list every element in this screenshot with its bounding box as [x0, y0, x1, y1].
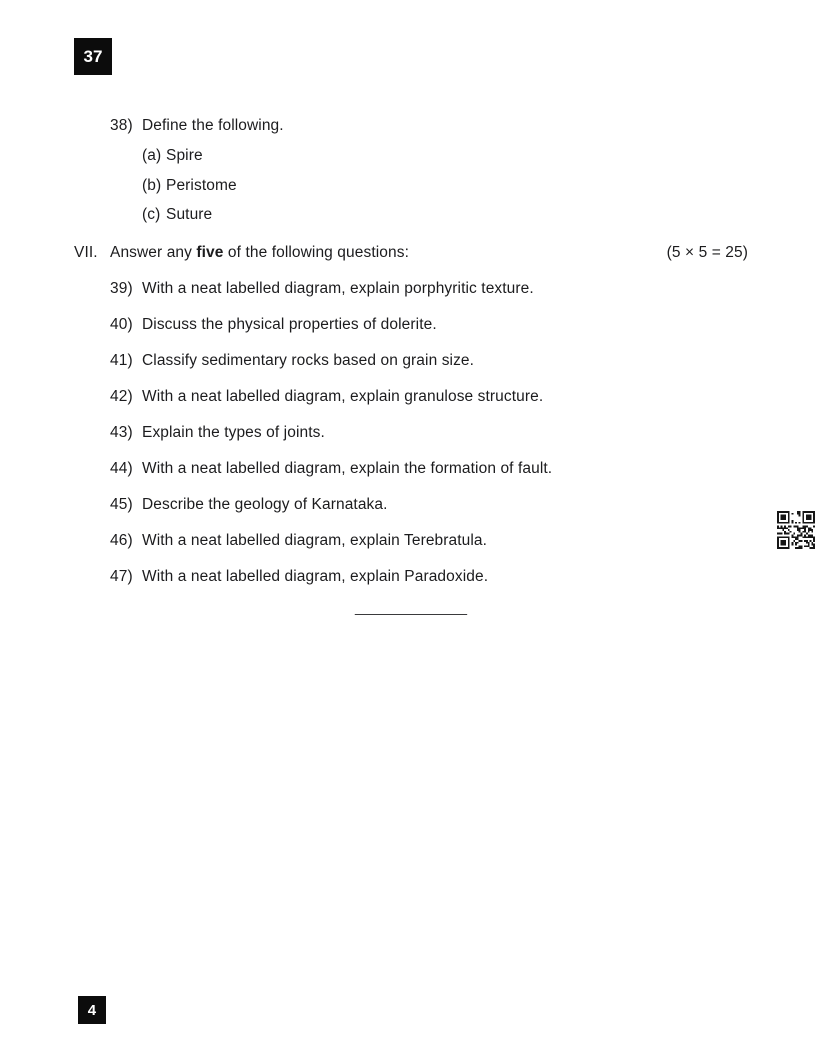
- question-row: [110, 460, 748, 477]
- section-numeral: VII.: [74, 244, 98, 261]
- sub-question-text: Suture: [166, 206, 213, 223]
- page-number-bottom: 4: [87, 1001, 97, 1019]
- question-text: With a neat labelled diagram, explain the formation of fault.: [142, 460, 553, 477]
- question-text: With a neat labelled diagram, explain porphyritic texture.: [142, 280, 534, 297]
- question-row: [110, 388, 748, 405]
- sub-question-row: [142, 206, 748, 223]
- sub-question-row: [142, 177, 748, 194]
- page-number-badge-bottom: [78, 996, 106, 1024]
- question-number: 43): [110, 424, 133, 441]
- sub-question-label: (c): [142, 206, 161, 223]
- sub-question-label: (b): [142, 177, 162, 194]
- question-text: Explain the types of joints.: [142, 424, 325, 441]
- question-number: 40): [110, 316, 133, 333]
- page-number-badge-top: [74, 38, 112, 75]
- question-text: Discuss the physical properties of dolerite.: [142, 316, 437, 333]
- qr-code-icon: [775, 511, 817, 549]
- question-text: With a neat labelled diagram, explain granulose structure.: [142, 388, 544, 405]
- question-number: 46): [110, 532, 133, 549]
- question-number: 44): [110, 460, 133, 477]
- question-text: Describe the geology of Karnataka.: [142, 496, 388, 513]
- page-number-top: 37: [83, 47, 103, 66]
- sub-question-text: Spire: [166, 147, 203, 164]
- page-content: [74, 117, 748, 616]
- question-row: [110, 424, 748, 441]
- section-prompt: [110, 244, 667, 261]
- question-row: [110, 352, 748, 369]
- section-header: [74, 244, 748, 261]
- question-text: With a neat labelled diagram, explain Terebratula.: [142, 532, 488, 549]
- section-prompt-suffix: of the following questions:: [223, 244, 409, 261]
- section-prompt-bold: five: [196, 244, 224, 261]
- question-number: 42): [110, 388, 133, 405]
- sub-question-text: Peristome: [166, 177, 237, 194]
- question-row: [110, 532, 748, 549]
- sub-question-label: (a): [142, 147, 162, 164]
- question-number: 39): [110, 280, 133, 297]
- question-text: Define the following.: [142, 117, 284, 134]
- question-row: [110, 280, 748, 297]
- question-number: 38): [110, 117, 133, 134]
- question-row: [110, 316, 748, 333]
- section-prompt-prefix: Answer any: [110, 244, 197, 261]
- section-marks: (5 × 5 = 25): [666, 244, 748, 261]
- end-divider: _____________: [354, 599, 468, 616]
- question-text: With a neat labelled diagram, explain Paradoxide.: [142, 568, 489, 585]
- question-row: [110, 117, 748, 134]
- question-text: Classify sedimentary rocks based on grain size.: [142, 352, 475, 369]
- question-number: 45): [110, 496, 133, 513]
- question-row: [110, 568, 748, 585]
- sub-question-row: [142, 147, 748, 164]
- question-row: [110, 496, 748, 513]
- question-number: 41): [110, 352, 133, 369]
- question-number: 47): [110, 568, 133, 585]
